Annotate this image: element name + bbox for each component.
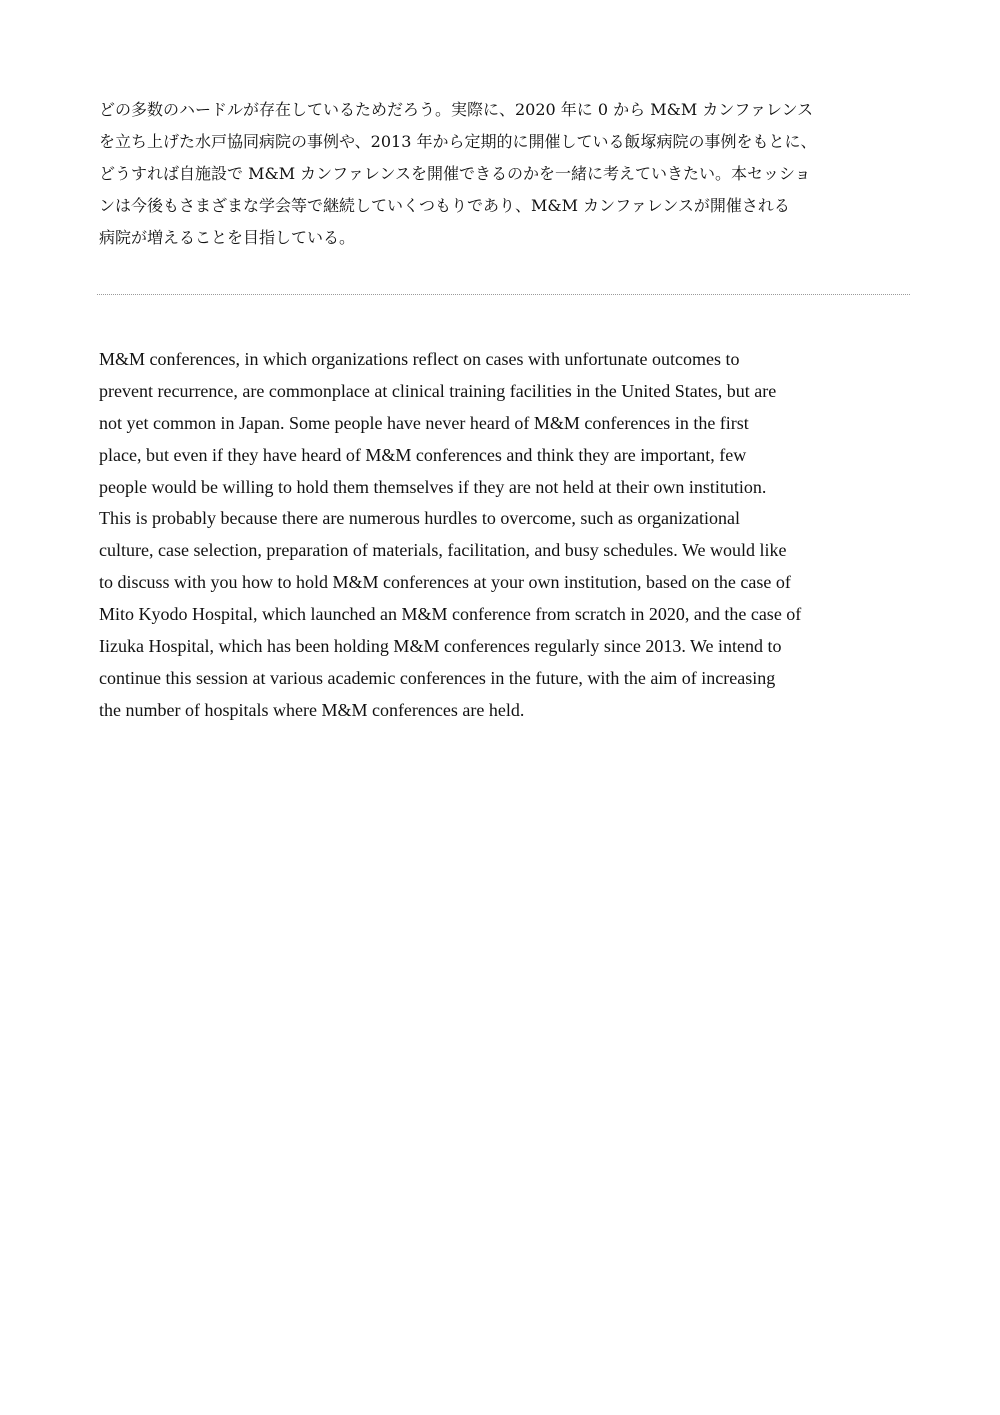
japanese-text-line: どの多数のハードルが存在しているためだろう。実際に、2020 年に 0 から M&M カンファレンス	[99, 100, 814, 119]
japanese-text-line: どうすれば自施設で M&M カンファレンスを開催できるのかを一緒に考えていきたい。本セッショ	[99, 164, 811, 183]
english-text-line: prevent recurrence, are commonplace at clinical training facilities in the United States, but are	[99, 380, 777, 401]
japanese-text-line: を立ち上げた水戸協同病院の事例や、2013 年から定期的に開催している飯塚病院の事例をもとに、	[99, 132, 817, 151]
english-text-line: culture, case selection, preparation of materials, facilitation, and busy schedules. We would like	[99, 540, 787, 561]
english-text-line: Mito Kyodo Hospital, which launched an M&M conference from scratch in 2020, and the case of	[99, 604, 802, 625]
dotted-divider	[97, 294, 910, 295]
english-text-line: not yet common in Japan. Some people have never heard of M&M conferences in the first	[99, 412, 749, 433]
japanese-text-line: ンは今後もさまざまな学会等で継続していくつもりであり、M&M カンファレンスが開催される	[99, 196, 790, 215]
english-text-line: Iizuka Hospital, which has been holding M&M conferences regularly since 2013. We intend to	[99, 636, 782, 657]
english-text-line: This is probably because there are numerous hurdles to overcome, such as organizational	[99, 508, 740, 529]
english-text-line: continue this session at various academic conferences in the future, with the aim of increasing	[99, 667, 776, 688]
japanese-abstract-paragraph	[99, 94, 911, 254]
english-text-line: people would be willing to hold them themselves if they are not held at their own institution.	[99, 476, 767, 497]
english-text-line: M&M conferences, in which organizations reflect on cases with unfortunate outcomes to	[99, 349, 740, 369]
english-text-line: the number of hospitals where M&M conferences are held.	[99, 699, 525, 720]
japanese-text-line: 病院が増えることを目指している。	[99, 228, 356, 247]
english-abstract-paragraph	[99, 344, 919, 727]
english-text-line: to discuss with you how to hold M&M conferences at your own institution, based on the case of	[99, 572, 791, 593]
english-text-line: place, but even if they have heard of M&M conferences and think they are important, few	[99, 444, 747, 465]
